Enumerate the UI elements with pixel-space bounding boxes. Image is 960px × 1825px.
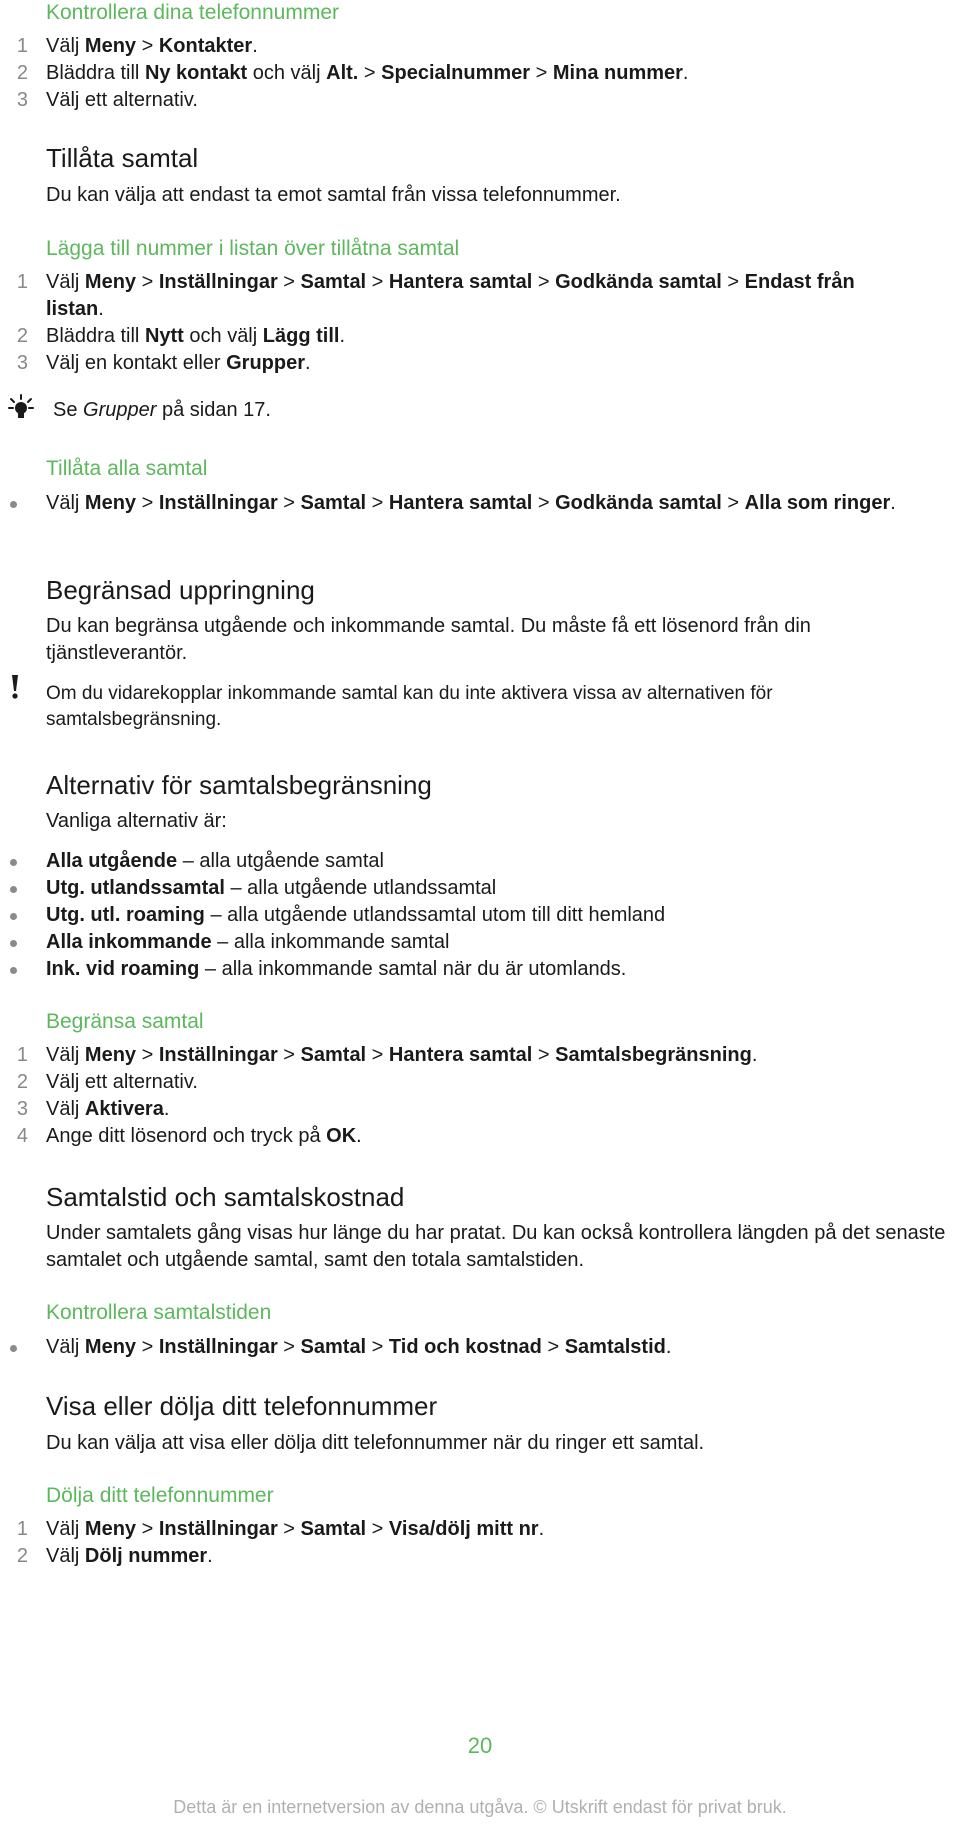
- bullets-barring-options: [46, 848, 952, 983]
- step-text: Bläddra till Nytt och välj Lägg till.: [46, 325, 345, 347]
- intro-restricted-dialing: Du kan begränsa utgående och inkommande samtal. Du måste få ett lösenord från din tjänstleverantör.: [46, 615, 811, 664]
- list-item-text: Alla utgående – alla utgående samtal: [46, 850, 384, 872]
- step-text: Välj Aktivera.: [46, 1098, 170, 1120]
- step-text: Välj Meny > Inställningar > Samtal > Hantera samtal > Samtalsbegränsning.: [46, 1044, 758, 1066]
- step-text: Välj Meny > Inställningar > Samtal > Hantera samtal > Godkända samtal > Endast från listan.: [46, 271, 855, 320]
- step: 2 Välj ett alternativ.: [16, 1071, 198, 1093]
- intro-show-hide-number: Du kan välja att visa eller dölja ditt telefonnummer när du ringer ett samtal.: [46, 1432, 705, 1454]
- bullet-dot: [10, 859, 17, 866]
- subheading-check-numbers: Kontrollera dina telefonnummer: [46, 1, 339, 24]
- subheading-check-call-time: Kontrollera samtalstiden: [46, 1301, 272, 1324]
- tip-text: Se Grupper på sidan 17.: [53, 399, 271, 421]
- step: 3 Välj en kontakt eller Grupper.: [16, 352, 311, 374]
- step-text: Välj Meny > Inställningar > Samtal > Visa/dölj mitt nr.: [46, 1518, 545, 1540]
- list-item: [46, 1334, 952, 1361]
- subheading-hide-number: Dölja ditt telefonnummer: [46, 1484, 274, 1507]
- bullet-dot: [10, 1345, 17, 1352]
- step: 3 Välj Aktivera.: [16, 1098, 170, 1120]
- step: 3 Välj ett alternativ.: [16, 89, 198, 111]
- heading-barring-options: Alternativ för samtalsbegränsning: [46, 770, 432, 800]
- step-text: Välj ett alternativ.: [46, 89, 198, 111]
- list-item: [46, 929, 952, 956]
- list-item-text: Utg. utl. roaming – alla utgående utlandssamtal utom till ditt hemland: [46, 904, 666, 926]
- heading-show-hide-number: Visa eller dölja ditt telefonnummer: [46, 1391, 438, 1421]
- list-item: [46, 902, 952, 929]
- heading-restricted-dialing: Begränsad uppringning: [46, 575, 315, 605]
- list-item-text: Välj Meny > Inställningar > Samtal > Hantera samtal > Godkända samtal > Alla som ringer.: [46, 492, 896, 514]
- step: 2 Välj Dölj nummer.: [16, 1545, 213, 1567]
- list-item-text: Alla inkommande – alla inkommande samtal: [46, 931, 450, 953]
- intro-barring-options: Vanliga alternativ är:: [46, 810, 227, 832]
- steps-restrict-calls: [16, 1042, 952, 1150]
- step: 4 Ange ditt lösenord och tryck på OK.: [16, 1125, 362, 1147]
- bullets-check-call-time: [46, 1334, 952, 1361]
- list-item-text: Välj Meny > Inställningar > Samtal > Tid och kostnad > Samtalstid.: [46, 1336, 672, 1358]
- list-item-text: Ink. vid roaming – alla inkommande samtal när du är utomlands.: [46, 958, 627, 980]
- step: 1 Välj Meny > Kontakter.: [16, 35, 258, 57]
- intro-allow-calls: Du kan välja att endast ta emot samtal från vissa telefonnummer.: [46, 184, 621, 206]
- bullet-dot: [10, 940, 17, 947]
- list-item: [46, 490, 920, 517]
- list-item-text: Utg. utlandssamtal – alla utgående utlandssamtal: [46, 877, 497, 899]
- list-item: [46, 875, 952, 902]
- footer-note: Detta är en internetversion av denna utgåva. © Utskrift endast för privat bruk.: [173, 1797, 787, 1817]
- list-item: [46, 848, 952, 875]
- list-item: [46, 956, 952, 983]
- bullet-dot: [10, 886, 17, 893]
- step-text: Välj en kontakt eller Grupper.: [46, 352, 311, 374]
- steps-add-number: [16, 269, 900, 377]
- heading-allow-calls: Tillåta samtal: [46, 143, 199, 173]
- bullet-dot: [10, 967, 17, 974]
- exclamation-icon: [10, 674, 20, 700]
- warning-text: Om du vidarekopplar inkommande samtal kan du inte aktivera vissa av alternativen för samtalsbegränsning.: [46, 683, 773, 730]
- heading-call-time-cost: Samtalstid och samtalskostnad: [46, 1182, 405, 1212]
- lightbulb-icon: [8, 394, 34, 420]
- step: 2 Bläddra till Ny kontakt och välj Alt. > Specialnummer > Mina nummer.: [16, 62, 689, 84]
- step-text: Ange ditt lösenord och tryck på OK.: [46, 1125, 362, 1147]
- subheading-restrict-calls: Begränsa samtal: [46, 1010, 204, 1033]
- bullets-allow-all: [46, 490, 920, 517]
- step: 2 Bläddra till Nytt och välj Lägg till.: [16, 325, 345, 347]
- steps-check-numbers: [16, 33, 952, 114]
- step: 1 Välj Meny > Inställningar > Samtal > Hantera samtal > Godkända samtal > Endast från listan.: [16, 271, 855, 320]
- intro-call-time-cost: Under samtalets gång visas hur länge du har pratat. Du kan också kontrollera längden på det senaste samtalet och utgående samtal, samt den totala samtalstiden.: [46, 1222, 946, 1271]
- steps-hide-number: [16, 1516, 952, 1570]
- subheading-add-number: Lägga till nummer i listan över tillåtna samtal: [46, 237, 460, 260]
- subheading-allow-all: Tillåta alla samtal: [46, 457, 208, 480]
- step-text: Bläddra till Ny kontakt och välj Alt. > Specialnummer > Mina nummer.: [46, 62, 689, 84]
- step-text: Välj Meny > Kontakter.: [46, 35, 258, 57]
- step-text: Välj ett alternativ.: [46, 1071, 198, 1093]
- step: 1 Välj Meny > Inställningar > Samtal > Hantera samtal > Samtalsbegränsning.: [16, 1044, 758, 1066]
- bullet-dot: [10, 501, 17, 508]
- page-number: 20: [467, 1733, 493, 1758]
- bullet-dot: [10, 913, 17, 920]
- step: 1 Välj Meny > Inställningar > Samtal > Visa/dölj mitt nr.: [16, 1518, 545, 1540]
- step-text: Välj Dölj nummer.: [46, 1545, 213, 1567]
